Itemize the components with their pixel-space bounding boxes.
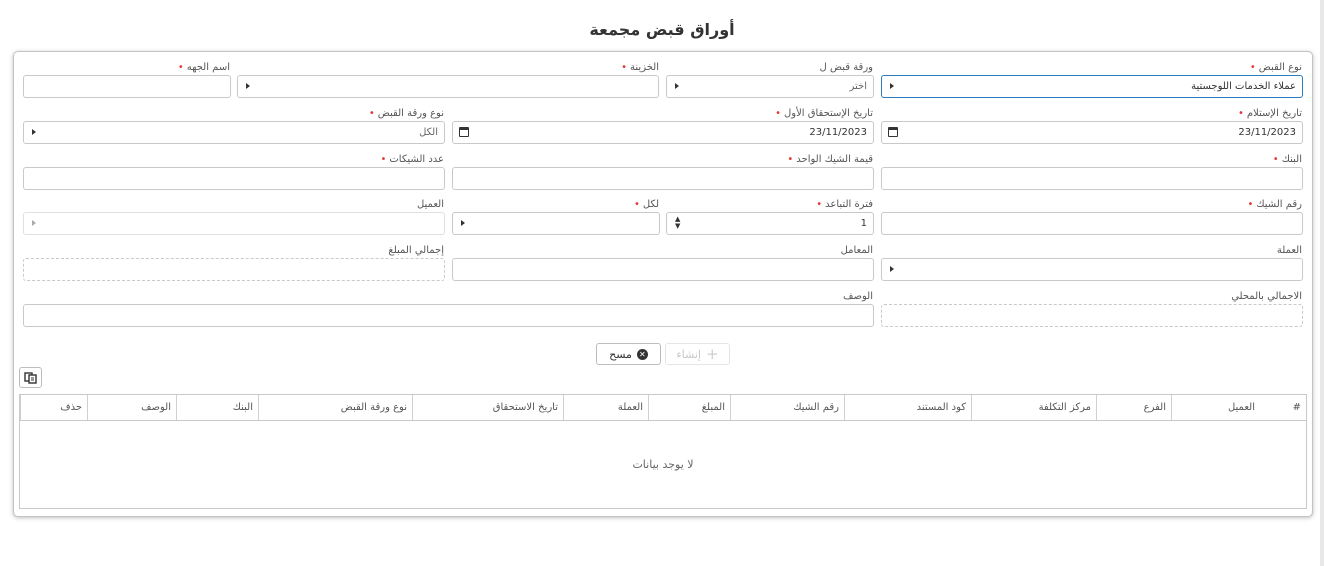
receipt-paper-type-select[interactable]: الكل — [23, 121, 445, 144]
column-header-customer[interactable]: العميل — [1171, 395, 1260, 420]
treasury-select[interactable] — [237, 75, 659, 98]
receipt-paper-type-label: نوع ورقة القبض• — [368, 108, 444, 119]
clear-button[interactable]: ✕ مسح — [596, 343, 661, 365]
column-header-delete[interactable]: حذف — [20, 395, 87, 420]
column-header-cost-center[interactable]: مركز التكلفة — [971, 395, 1096, 420]
receive-date-input[interactable]: 23/11/2023 — [881, 121, 1303, 144]
dropdown-arrow-icon — [461, 220, 465, 226]
receipt-type-select[interactable]: عملاء الخدمات اللوجستية — [881, 75, 1303, 98]
interval-period-label: فترة التباعد• — [816, 199, 873, 210]
receipt-paper-for-label: ورقة قبض ل — [819, 62, 873, 73]
dropdown-arrow-icon — [675, 83, 679, 89]
column-header-due-date[interactable]: تاريخ الاستحقاق — [412, 395, 563, 420]
column-header-description[interactable]: الوصف — [87, 395, 176, 420]
calendar-icon[interactable] — [888, 127, 898, 137]
local-total-label: الاجمالي بالمحلي — [1231, 291, 1302, 302]
bank-label: البنك• — [1272, 154, 1302, 165]
customer-label: العميل — [416, 199, 444, 210]
column-header-check-number[interactable]: رقم الشيك — [730, 395, 844, 420]
rate-label: المعامل — [840, 245, 873, 256]
checks-table — [19, 394, 1307, 509]
column-chooser-button[interactable] — [19, 367, 42, 388]
bank-input[interactable] — [881, 167, 1303, 190]
receipt-type-label: نوع القبض• — [1249, 62, 1302, 73]
local-total-field — [881, 304, 1303, 327]
plus-icon: + — [705, 345, 719, 363]
single-check-value-input[interactable] — [452, 167, 874, 190]
calendar-icon[interactable] — [459, 127, 469, 137]
column-header-branch[interactable]: الفرع — [1096, 395, 1171, 420]
dropdown-arrow-icon — [890, 83, 894, 89]
copy-columns-icon — [20, 368, 41, 387]
column-header-document-code[interactable]: كود المستند — [844, 395, 971, 420]
dropdown-arrow-icon — [32, 129, 36, 135]
empty-state-text: لا يوجد بيانات — [632, 458, 694, 471]
column-header-index[interactable]: # — [1292, 402, 1301, 413]
party-name-label: اسم الجهه• — [177, 62, 230, 73]
treasury-label: الخزينة• — [621, 62, 659, 73]
description-label: الوصف — [843, 291, 873, 302]
party-name-input[interactable] — [23, 75, 231, 98]
dropdown-arrow-icon — [890, 266, 894, 272]
page-scrollbar[interactable] — [1320, 0, 1324, 566]
currency-select[interactable] — [881, 258, 1303, 281]
interval-period-stepper[interactable]: 1 ▲ ▼ — [666, 212, 874, 235]
check-number-label: رقم الشيك• — [1247, 199, 1302, 210]
currency-label: العملة — [1276, 245, 1302, 256]
table-header — [20, 395, 1306, 421]
spinner-arrows-icon[interactable]: ▲ ▼ — [675, 215, 681, 230]
customer-select[interactable] — [23, 212, 445, 235]
close-circle-icon: ✕ — [637, 349, 648, 360]
first-due-date-input[interactable]: 23/11/2023 — [452, 121, 874, 144]
dropdown-arrow-icon — [32, 220, 36, 226]
check-number-input[interactable] — [881, 212, 1303, 235]
column-header-bank[interactable]: البنك — [176, 395, 258, 420]
rate-input[interactable] — [452, 258, 874, 281]
checks-count-label: عدد الشيكات• — [380, 154, 444, 165]
description-input[interactable] — [23, 304, 874, 327]
page-title: أوراق قبض مجمعة — [589, 20, 735, 39]
for-each-select[interactable] — [452, 212, 660, 235]
receipt-paper-for-select[interactable]: اختر — [666, 75, 874, 98]
total-amount-label: إجمالي المبلغ — [388, 245, 444, 256]
single-check-value-label: قيمة الشيك الواحد• — [787, 154, 873, 165]
receive-date-label: تاريخ الإستلام• — [1237, 108, 1302, 119]
dropdown-arrow-icon — [246, 83, 250, 89]
create-button[interactable]: + إنشاء — [665, 343, 730, 365]
first-due-date-label: تاريخ الإستحقاق الأول• — [775, 108, 873, 119]
column-header-receipt-paper-type[interactable]: نوع ورقة القبض — [258, 395, 412, 420]
column-header-currency[interactable]: العملة — [563, 395, 648, 420]
total-amount-field — [23, 258, 445, 281]
column-header-amount[interactable]: المبلغ — [648, 395, 730, 420]
checks-count-input[interactable] — [23, 167, 445, 190]
for-each-label: لكل• — [633, 199, 659, 210]
